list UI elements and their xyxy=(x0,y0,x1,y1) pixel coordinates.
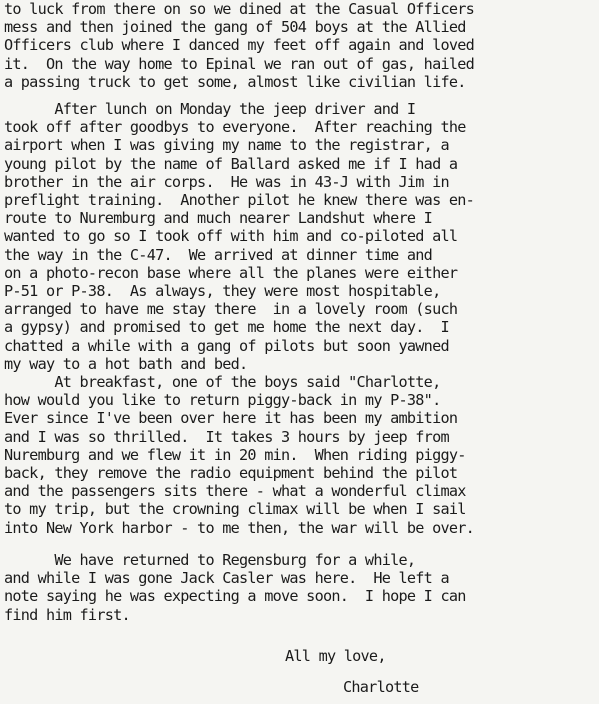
text-line: and the passengers sits there - what a wonderful climax xyxy=(4,482,466,501)
text-line: P-51 or P-38. As always, they were most hospitable, xyxy=(4,282,441,300)
text-line: my way to a hot bath and bed. xyxy=(4,354,248,373)
text-line: airport when I was giving my name to the registrar, a xyxy=(4,136,449,155)
text-line: and while I was gone Jack Casler was here. He left a xyxy=(4,569,449,588)
text-line: mess and then joined the gang of 504 boys at the Allied xyxy=(4,18,466,37)
text-line: Ever since I've been over here it has been my ambition xyxy=(4,409,458,428)
closing-salutation: All my love, xyxy=(285,647,386,665)
text-line: how would you like to return piggy-back in my P-38". xyxy=(4,391,441,410)
text-line: chatted a while with a gang of pilots but soon yawned xyxy=(4,336,449,355)
text-line: young pilot by the name of Ballard asked me if I had a xyxy=(4,154,458,173)
text-line: brother in the air corps. He was in 43-J with Jim in xyxy=(4,172,449,191)
text-line: back, they remove the radio equipment behind the pilot xyxy=(4,464,458,482)
text-line: preflight training. Another pilot he knew there was en- xyxy=(4,191,475,209)
text-line: took off after goodbys to everyone. After reaching the xyxy=(4,118,466,137)
text-line: on a photo-recon base where all the planes were either xyxy=(4,263,458,282)
signature: Charlotte xyxy=(343,678,419,696)
text-line: Officers club where I danced my feet off again and loved xyxy=(4,36,475,55)
text-line: After lunch on Monday the jeep driver and I xyxy=(4,100,416,118)
text-line: the way in the C-47. We arrived at dinner time and xyxy=(4,245,433,264)
text-line: to my trip, but the crowning climax will be when I sail xyxy=(4,500,466,519)
text-line: a gypsy) and promised to get me home the next day. I xyxy=(4,318,449,337)
text-line: At breakfast, one of the boys said "Charlotte, xyxy=(4,373,441,391)
text-line: arranged to have me stay there in a lovely room (such xyxy=(4,300,458,319)
text-line: wanted to go so I took off with him and co-piloted all xyxy=(4,227,458,246)
text-line: We have returned to Regensburg for a while, xyxy=(4,551,416,569)
text-line: to luck from there on so we dined at the Casual Officers xyxy=(4,0,475,18)
text-line: find him first. xyxy=(4,605,130,624)
text-line: route to Nuremburg and much nearer Landshut where I xyxy=(4,209,433,228)
text-line: it. On the way home to Epinal we ran out of gas, hailed xyxy=(4,54,475,73)
text-line: a passing truck to get some, almost like civilian life. xyxy=(4,72,466,91)
text-line: into New York harbor - to me then, the war will be over. xyxy=(4,518,475,537)
text-line: note saying he was expecting a move soon. I hope I can xyxy=(4,587,466,606)
text-line: and I was so thrilled. It takes 3 hours by jeep from xyxy=(4,427,449,446)
text-line: Nuremburg and we flew it in 20 min. When riding piggy- xyxy=(4,445,466,464)
